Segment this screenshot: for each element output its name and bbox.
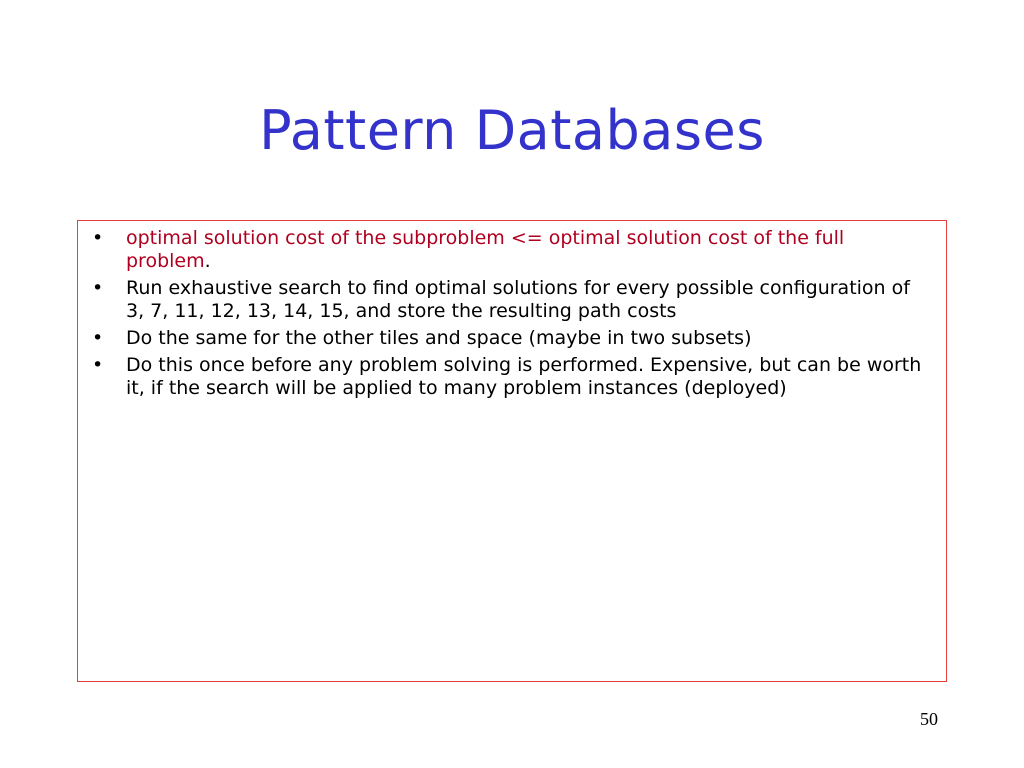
bullet-dot-icon: • [92, 277, 104, 299]
bullet-text: Do this once before any problem solving is performed. Expensive, but can be worth it, if the search will be applied to many problem instances (deployed) [126, 354, 922, 399]
page-number: 50 [920, 709, 938, 729]
bullet-text: optimal solution cost of the subproblem <= optimal solution cost of the full problem [126, 227, 845, 272]
bullet-trailing-period: . [204, 250, 211, 272]
bullet-text: Do the same for the other tiles and space (maybe in two subsets) [126, 327, 752, 349]
bullet-item-exhaustive-search [78, 277, 944, 323]
bullet-list [78, 227, 944, 404]
bullet-item-other-tiles [78, 327, 944, 350]
bullet-dot-icon: • [92, 354, 104, 376]
bullet-item-do-once [78, 354, 944, 400]
content-box [77, 220, 947, 682]
slide-title: Pattern Databases [259, 99, 765, 162]
bullet-dot-icon: • [92, 327, 104, 349]
bullet-item-subproblem-cost [78, 227, 944, 273]
bullet-dot-icon: • [92, 227, 104, 249]
bullet-text: Run exhaustive search to find optimal solutions for every possible configuration of 3, 7, 11, 12, 13, 14, 15, and store the resulting path costs [126, 277, 910, 322]
